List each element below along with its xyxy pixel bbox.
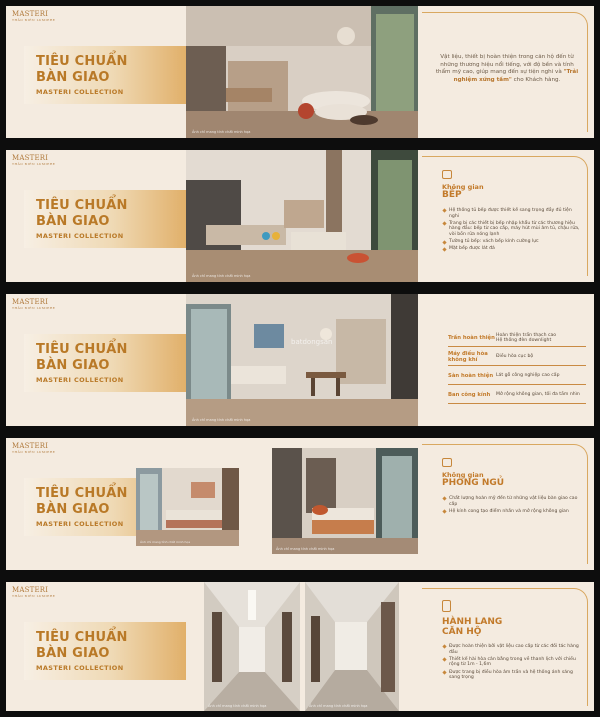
list-item: Tường tủ bếp: vách bếp kính cường lực: [442, 239, 582, 245]
spec-label: Trần hoàn thiện: [448, 335, 495, 341]
brand-logo: MASTERI THẢO ĐIỀN LUMIERE: [12, 10, 56, 22]
spec-label: Máy điều hòa không khí: [448, 351, 488, 363]
title-line-2: BÀN GIAO: [36, 70, 110, 85]
photo-caption: Ảnh chỉ mang tính chất minh họa: [192, 418, 251, 422]
corridor-photo-2: [305, 582, 399, 711]
title-line-2: BÀN GIAO: [36, 646, 110, 661]
title-line-1: TIÊU CHUẨN: [36, 342, 128, 357]
bedroom-bullet-list: [442, 496, 582, 516]
list-item: Được trang bị điều hòa âm trần và hệ thống ánh sáng sang trọng: [442, 670, 582, 681]
door-icon: [442, 600, 451, 612]
section-heading-line-2: CĂN HỘ: [442, 627, 482, 637]
brand-logo: MASTERI THẢO ĐIỀN LUMIERE: [12, 442, 56, 454]
title-subtitle: MASTERI COLLECTION: [36, 232, 124, 240]
list-item: Hệ kính cong tạo điểm nhấn và mở rộng không gian: [442, 509, 582, 515]
photo-caption: Ảnh chỉ mang tính chất minh họa: [192, 274, 251, 278]
title-subtitle: MASTERI COLLECTION: [36, 376, 124, 384]
list-item: Thiết kế hài hòa cân bằng trong về thanh lịch với chiều rộng từ 1m - 1,6m: [442, 657, 582, 668]
brand-logo: MASTERI THẢO ĐIỀN LUMIERE: [12, 586, 56, 598]
photo-caption: Ảnh chỉ mang tính chất minh họa: [276, 547, 335, 551]
photo-caption: Ảnh chỉ mang tính chất minh họa: [309, 704, 368, 708]
description-paragraph: Vật liệu, thiết bị hoàn thiện trong căn hộ đến từ những thương hiệu nổi tiếng, với độ bền và tính thẩm mỹ cao, giúp mang đến sự tiện nghi và "Trải nghiệm xứng tầm" cho Khách hàng.: [435, 54, 579, 83]
spec-value: Lát gỗ công nghiệp cao cấp: [496, 373, 560, 379]
photo-caption: Ảnh chỉ mang tính chất minh họa: [192, 130, 251, 134]
title-line-2: BÀN GIAO: [36, 358, 110, 373]
section-heading-line-1: HÀNH LANG: [442, 617, 503, 627]
spec-label: Sàn hoàn thiện: [448, 373, 494, 379]
title-subtitle: MASTERI COLLECTION: [36, 88, 124, 96]
corridor-bullet-list: [442, 644, 582, 682]
title-subtitle: MASTERI COLLECTION: [36, 520, 124, 528]
kitchen-icon: [442, 170, 452, 179]
section-heading-line-1: Không gian: [442, 471, 484, 479]
bedroom-photo-1: [136, 468, 239, 546]
brand-logo: MASTERI THẢO ĐIỀN LUMIERE: [12, 154, 56, 166]
bedroom-photo-2: [272, 448, 418, 554]
title-line-1: TIÊU CHUẨN: [36, 54, 128, 69]
title-line-1: TIÊU CHUẨN: [36, 486, 128, 501]
section-heading-line-1: Không gian: [442, 183, 484, 191]
spec-row-floor: [448, 368, 586, 385]
photo-caption: Ảnh chỉ mang tính chất minh họa: [208, 704, 267, 708]
section-heading-line-2: PHÒNG NGỦ: [442, 478, 505, 488]
dining-room-photo: [186, 294, 418, 426]
photo-caption: Ảnh chỉ mang tính chất minh họa: [140, 540, 191, 544]
list-item: Mặt bếp được lát đá: [442, 246, 582, 252]
list-item: Được hoàn thiện bởi vật liệu cao cấp từ các đối tác hàng đầu: [442, 644, 582, 655]
list-item: Hệ thống tủ bếp được thiết kế sang trọng đầy đủ tiện nghi: [442, 208, 582, 219]
panel-specs: [6, 294, 594, 426]
spec-value: Hoàn thiện trần thạch cao Hệ thống đèn downlight: [496, 332, 557, 343]
title-line-2: BÀN GIAO: [36, 214, 110, 229]
list-item: Trang bị các thiết bị bếp nhập khẩu từ các thương hiệu hàng đầu: bếp từ cao cấp, máy hút mùi âm tủ, chậu rửa, vòi bồn rửa nóng lạnh: [442, 221, 582, 238]
spec-value: Mở rộng không gian, tối đa tầm nhìn: [496, 392, 580, 398]
corridor-photo-1: [204, 582, 300, 711]
panel-overview: [6, 6, 594, 138]
title-subtitle: MASTERI COLLECTION: [36, 664, 124, 672]
section-heading-line-2: BẾP: [442, 190, 462, 200]
title-line-2: BÀN GIAO: [36, 502, 110, 517]
panel-corridor: [6, 582, 594, 711]
title-line-1: TIÊU CHUẨN: [36, 198, 128, 213]
spec-label: Ban công kính: [448, 392, 491, 398]
spec-row-ceiling: [448, 330, 586, 347]
highlight-text: "Trải nghiệm xứng tầm": [453, 69, 579, 83]
living-room-photo: [186, 6, 418, 138]
brand-logo: MASTERI THẢO ĐIỀN LUMIERE: [12, 298, 56, 310]
panel-bedroom: [6, 438, 594, 570]
panel-kitchen: [6, 150, 594, 282]
title-line-1: TIÊU CHUẨN: [36, 630, 128, 645]
spec-row-aircon: [448, 349, 586, 366]
spec-row-balcony: [448, 387, 586, 404]
list-item: Chất lượng hoàn mỹ đến từ những vật liệu bàn giao cao cấp: [442, 496, 582, 507]
kitchen-bullet-list: [442, 208, 582, 254]
spec-value: Điều hòa cục bộ: [496, 354, 534, 360]
bedroom-icon: [442, 458, 452, 467]
kitchen-photo: [186, 150, 418, 282]
watermark: batdongsan: [291, 338, 333, 346]
